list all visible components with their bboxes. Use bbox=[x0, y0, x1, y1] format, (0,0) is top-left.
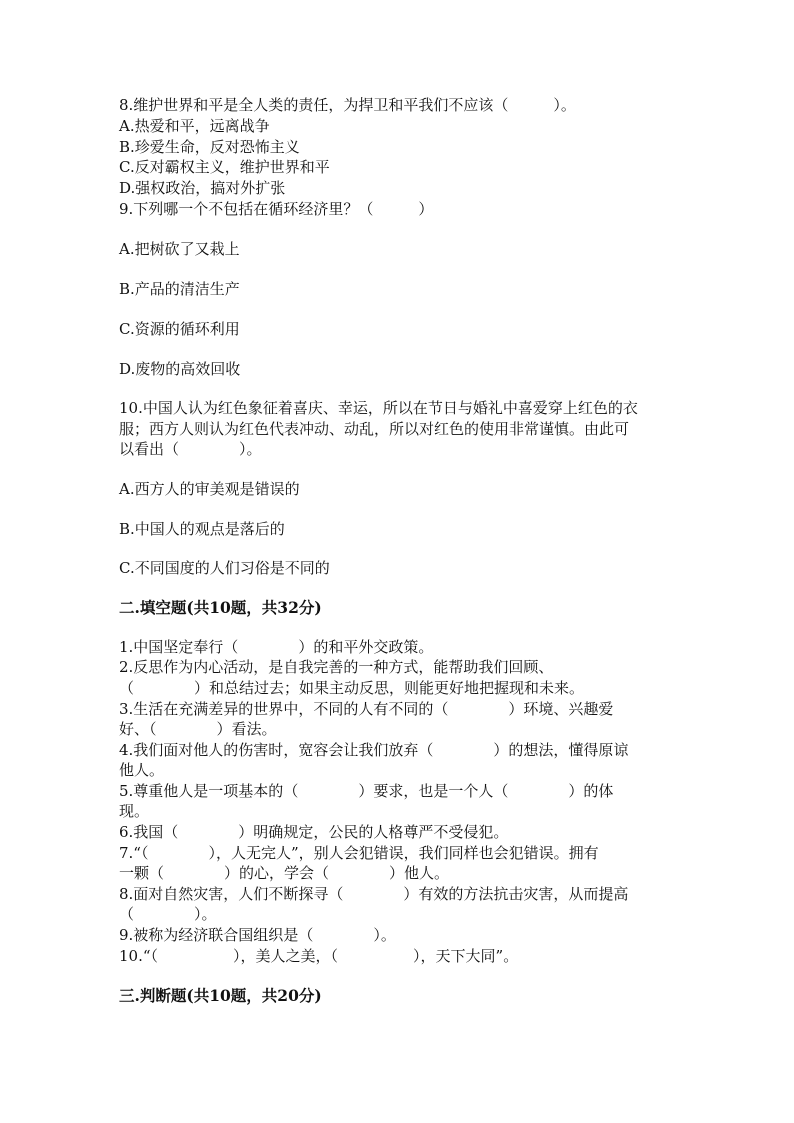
fill-blank-line: 3.生活在充满差异的世界中，不同的人有不同的（ ）环境、兴趣爱 bbox=[119, 700, 614, 718]
question-9-option-d: D.废物的高效回收 bbox=[119, 360, 241, 378]
question-10-option-c: C.不同国度的人们习俗是不同的 bbox=[119, 559, 330, 577]
fill-blank-line: （ ）和总结过去；如果主动反思，则能更好地把握现和未来。 bbox=[119, 679, 585, 697]
question-9-option-b: B.产品的清洁生产 bbox=[119, 280, 240, 298]
question-10-option-b: B.中国人的观点是落后的 bbox=[119, 520, 285, 538]
fill-blank-line: 他人。 bbox=[119, 761, 165, 779]
fill-blank-line: 现。 bbox=[119, 802, 150, 820]
question-8-option-b: B.珍爱生命，反对恐怖主义 bbox=[119, 138, 300, 156]
fill-blank-line: 7.“（ ），人无完人”，别人会犯错误，我们同样也会犯错误。拥有 bbox=[119, 844, 599, 862]
question-9-stem: 9.下列哪一个不包括在循环经济里？（ ） bbox=[119, 200, 434, 218]
fill-blank-line: 好、（ ）看法。 bbox=[119, 720, 277, 738]
fill-blank-line: 6.我国（ ）明确规定，公民的人格尊严不受侵犯。 bbox=[119, 823, 509, 841]
section-3-title: 三.判断题(共10题，共20分) bbox=[119, 986, 322, 1005]
fill-blank-line: 9.被称为经济联合国组织是（ ）。 bbox=[119, 926, 396, 944]
question-9-option-a: A.把树砍了又栽上 bbox=[119, 240, 240, 258]
question-10-stem-line: 10.中国人认为红色象征着喜庆、幸运，所以在节日与婚礼中喜爱穿上红色的衣 bbox=[119, 399, 638, 417]
fill-blank-line: 一颗（ ）的心，学会（ ）他人。 bbox=[119, 864, 450, 882]
fill-blank-line: （ ）。 bbox=[119, 905, 217, 923]
question-10-option-a: A.西方人的审美观是错误的 bbox=[119, 480, 300, 498]
fill-blank-line: 2.反思作为内心活动，是自我完善的一种方式，能帮助我们回顾、 bbox=[119, 658, 554, 676]
question-10-stem-line: 以看出（ ）。 bbox=[119, 440, 262, 458]
fill-blank-line: 10.“（ ），美人之美，（ ），天下大同”。 bbox=[119, 947, 519, 965]
fill-blank-line: 5.尊重他人是一项基本的（ ）要求，也是一个人（ ）的体 bbox=[119, 782, 614, 800]
question-8-option-a: A.热爱和平，远离战争 bbox=[119, 117, 270, 135]
fill-blank-line: 8.面对自然灾害，人们不断探寻（ ）有效的方法抗击灾害，从而提高 bbox=[119, 885, 629, 903]
question-8-option-c: C.反对霸权主义，维护世界和平 bbox=[119, 158, 330, 176]
fill-blank-line: 4.我们面对他人的伤害时，宽容会让我们放弃（ ）的想法，懂得原谅 bbox=[119, 741, 629, 759]
question-10-stem-line: 服；西方人则认为红色代表冲动、动乱，所以对红色的使用非常谨慎。由此可 bbox=[119, 420, 630, 438]
fill-blank-line: 1.中国坚定奉行（ ）的和平外交政策。 bbox=[119, 638, 434, 656]
section-2-title: 二.填空题(共10题，共32分) bbox=[119, 598, 322, 617]
question-8-option-d: D.强权政治，搞对外扩张 bbox=[119, 179, 286, 197]
question-8-stem: 8.维护世界和平是全人类的责任，为捍卫和平我们不应该（ ）。 bbox=[119, 96, 576, 114]
question-9-option-c: C.资源的循环利用 bbox=[119, 320, 240, 338]
